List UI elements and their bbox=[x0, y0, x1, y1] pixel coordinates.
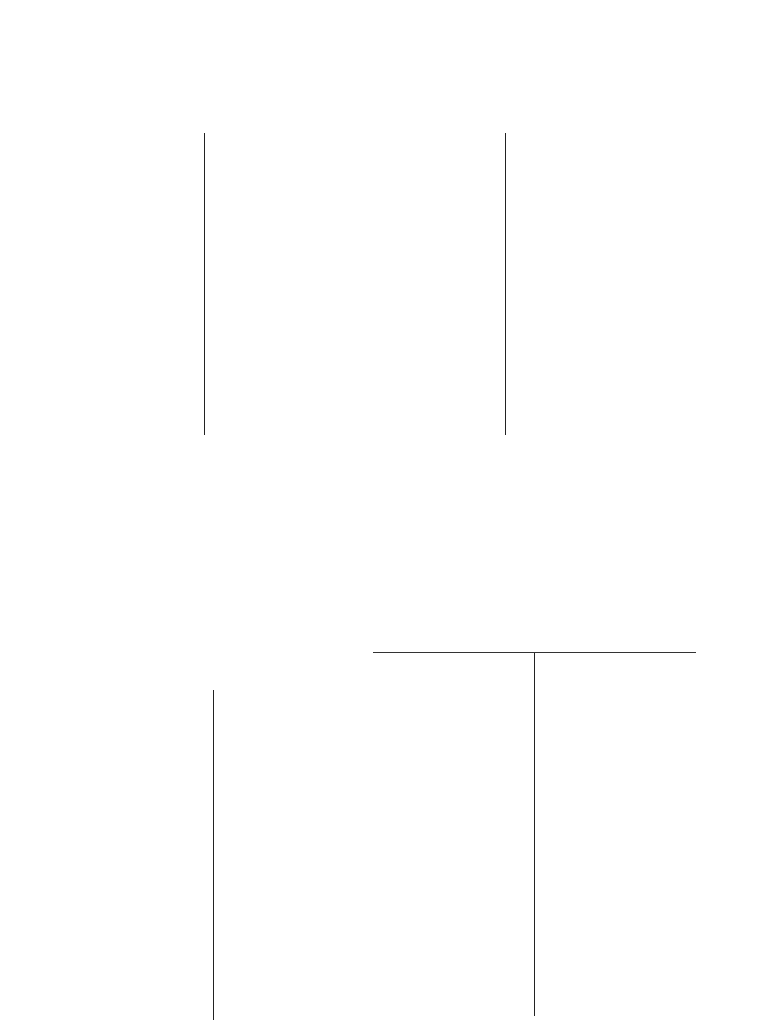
column-divider bbox=[505, 133, 506, 435]
column-divider bbox=[204, 133, 205, 435]
picture-grid bbox=[373, 652, 696, 1016]
column-divider bbox=[213, 690, 214, 1020]
grid-top-border bbox=[373, 652, 696, 653]
grid-divider bbox=[534, 652, 535, 1016]
